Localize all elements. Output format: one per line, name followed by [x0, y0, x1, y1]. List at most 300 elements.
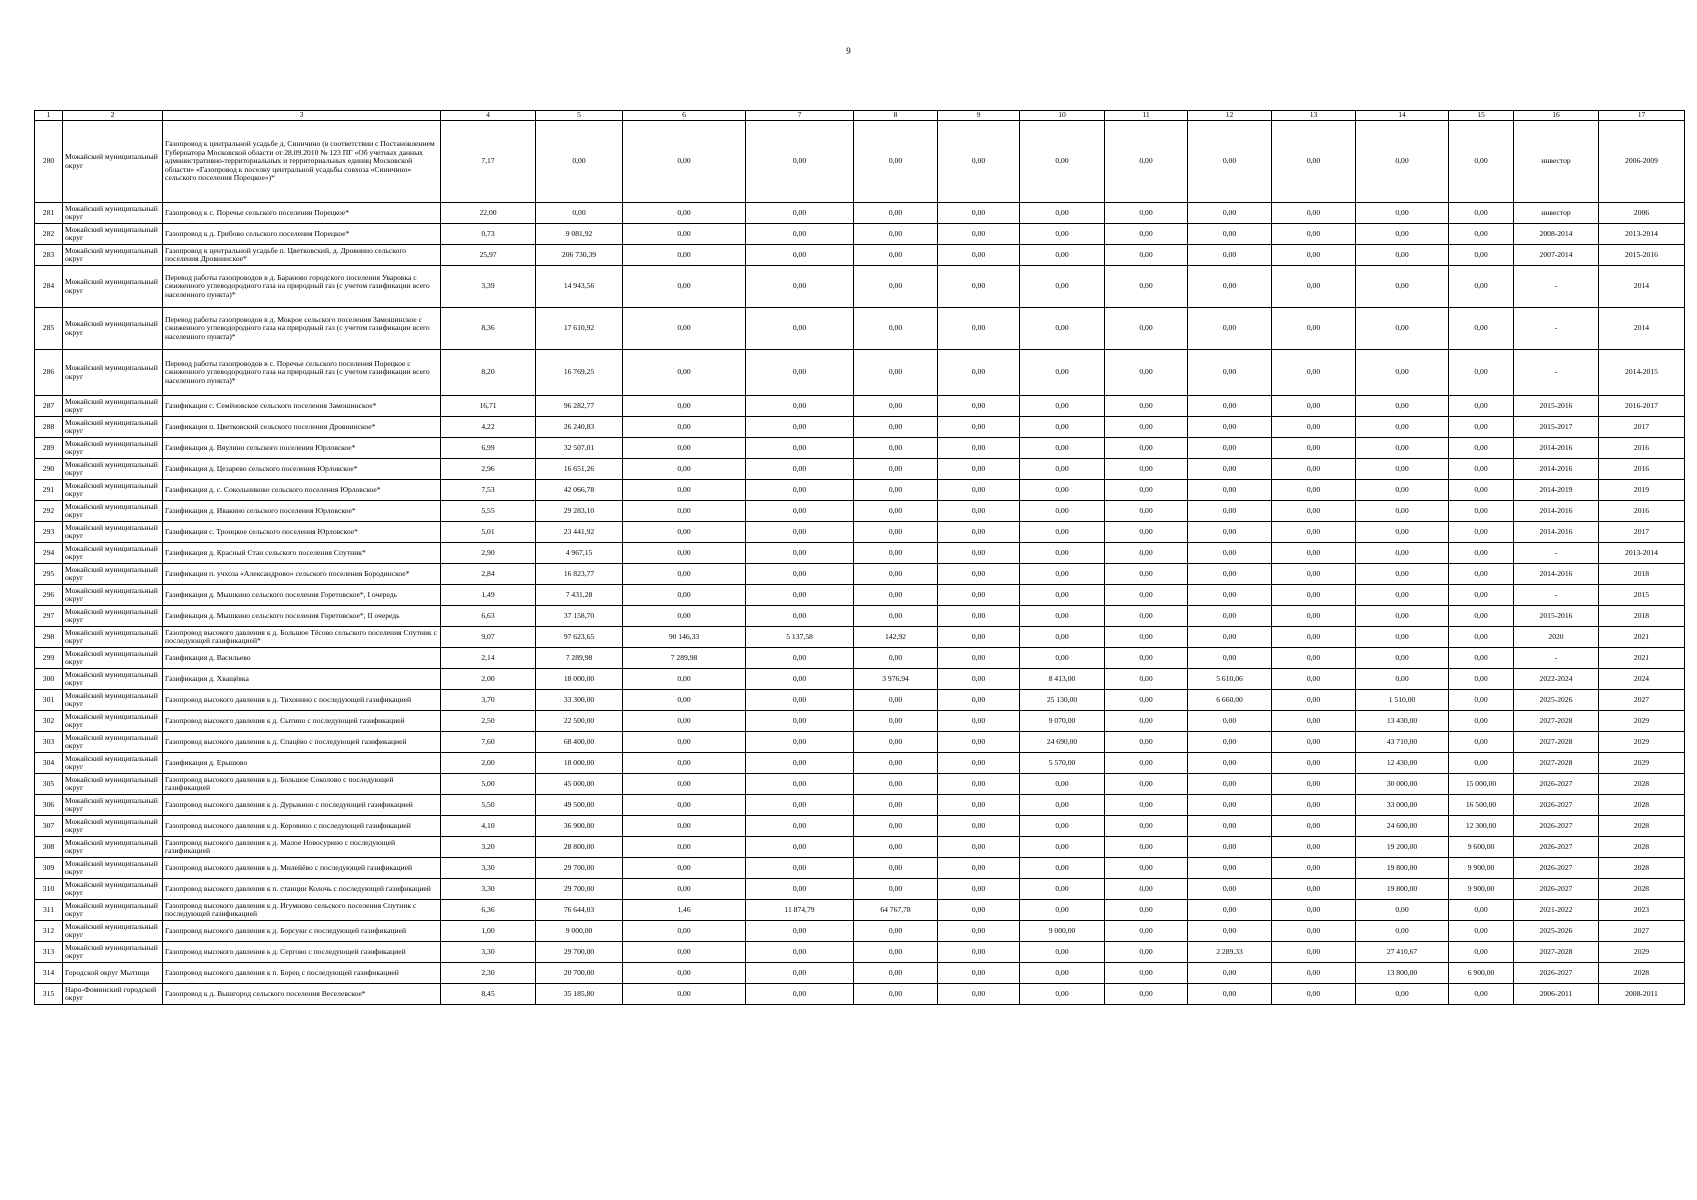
value-cell-col-15: 0,00 [1449, 606, 1514, 627]
value-cell-col-5: 16 823,77 [536, 564, 623, 585]
value-cell-col-16: 2027-2028 [1514, 753, 1599, 774]
value-cell-col-10: 0,00 [1020, 350, 1105, 396]
value-cell-col-12: 2 289,33 [1188, 942, 1272, 963]
object-name-cell: Газификация д. с. Сокольниково сельского поселения Юрловское* [163, 480, 441, 501]
value-cell-col-6: 0,00 [623, 522, 746, 543]
value-cell-col-5: 45 000,00 [536, 774, 623, 795]
value-cell-col-15: 9 600,00 [1449, 837, 1514, 858]
value-cell-col-6: 0,00 [623, 921, 746, 942]
value-cell-col-5: 7 431,28 [536, 585, 623, 606]
value-cell-col-12: 0,00 [1188, 121, 1272, 203]
value-cell-col-4: 5,00 [441, 774, 536, 795]
value-cell-col-8: 0,00 [854, 224, 938, 245]
object-name-cell: Газопровод высокого давления к д. Коровино с последующей газификацией [163, 816, 441, 837]
value-cell-col-15: 0,00 [1449, 732, 1514, 753]
value-cell-col-4: 2,84 [441, 564, 536, 585]
row-number-cell: 310 [35, 879, 63, 900]
row-number-cell: 300 [35, 669, 63, 690]
object-name-cell: Газопровод высокого давления к д. Сытино с последующей газификацией [163, 711, 441, 732]
column-number-1: 1 [35, 111, 63, 121]
column-number-2: 2 [63, 111, 163, 121]
row-number-cell: 284 [35, 266, 63, 308]
value-cell-col-10: 25 130,00 [1020, 690, 1105, 711]
object-name-cell: Газопровод высокого давления к п. Борец с последующей газификацией [163, 963, 441, 984]
value-cell-col-15: 0,00 [1449, 438, 1514, 459]
value-cell-col-16: 2026-2027 [1514, 774, 1599, 795]
value-cell-col-4: 5,55 [441, 501, 536, 522]
value-cell-col-9: 0,00 [938, 585, 1020, 606]
value-cell-col-11: 0,00 [1105, 350, 1188, 396]
row-number-cell: 285 [35, 308, 63, 350]
value-cell-col-13: 0,00 [1272, 245, 1356, 266]
value-cell-col-14: 33 000,00 [1356, 795, 1449, 816]
table-row [35, 459, 1685, 480]
column-number-16: 16 [1514, 111, 1599, 121]
value-cell-col-9: 0,00 [938, 396, 1020, 417]
value-cell-col-11: 0,00 [1105, 816, 1188, 837]
row-number-cell: 311 [35, 900, 63, 921]
value-cell-col-17: 2028 [1599, 858, 1685, 879]
row-number-cell: 305 [35, 774, 63, 795]
value-cell-col-10: 0,00 [1020, 438, 1105, 459]
value-cell-col-5: 97 623,65 [536, 627, 623, 648]
value-cell-col-13: 0,00 [1272, 669, 1356, 690]
municipality-cell: Можайский муниципальный округ [63, 396, 163, 417]
value-cell-col-8: 142,92 [854, 627, 938, 648]
value-cell-col-13: 0,00 [1272, 417, 1356, 438]
value-cell-col-4: 2,00 [441, 669, 536, 690]
value-cell-col-6: 0,00 [623, 879, 746, 900]
value-cell-col-6: 1,46 [623, 900, 746, 921]
value-cell-col-14: 43 710,00 [1356, 732, 1449, 753]
table-row [35, 564, 1685, 585]
value-cell-col-14: 0,00 [1356, 396, 1449, 417]
value-cell-col-6: 0,00 [623, 438, 746, 459]
table-row [35, 669, 1685, 690]
value-cell-col-14: 0,00 [1356, 308, 1449, 350]
table-row [35, 585, 1685, 606]
value-cell-col-11: 0,00 [1105, 921, 1188, 942]
value-cell-col-7: 0,00 [746, 564, 854, 585]
row-number-cell: 306 [35, 795, 63, 816]
value-cell-col-6: 0,00 [623, 585, 746, 606]
value-cell-col-9: 0,00 [938, 774, 1020, 795]
value-cell-col-16: 2014-2016 [1514, 522, 1599, 543]
value-cell-col-10: 0,00 [1020, 963, 1105, 984]
value-cell-col-8: 0,00 [854, 459, 938, 480]
object-name-cell: Газопровод высокого давления к д. Тихонино с последующей газификацией [163, 690, 441, 711]
value-cell-col-4: 22,00 [441, 203, 536, 224]
value-cell-col-16: 2014-2016 [1514, 564, 1599, 585]
value-cell-col-13: 0,00 [1272, 648, 1356, 669]
value-cell-col-7: 0,00 [746, 732, 854, 753]
value-cell-col-4: 3,70 [441, 690, 536, 711]
value-cell-col-13: 0,00 [1272, 942, 1356, 963]
value-cell-col-15: 9 900,00 [1449, 879, 1514, 900]
value-cell-col-6: 0,00 [623, 459, 746, 480]
value-cell-col-16: 2015-2016 [1514, 606, 1599, 627]
value-cell-col-6: 0,00 [623, 121, 746, 203]
object-name-cell: Газопровод высокого давления к д. Милейёво с последующей газификацией [163, 858, 441, 879]
value-cell-col-7: 0,00 [746, 308, 854, 350]
value-cell-col-6: 0,00 [623, 963, 746, 984]
row-number-cell: 280 [35, 121, 63, 203]
value-cell-col-11: 0,00 [1105, 459, 1188, 480]
value-cell-col-14: 0,00 [1356, 585, 1449, 606]
municipality-cell: Наро-Фоминский городской округ [63, 984, 163, 1005]
value-cell-col-4: 4,10 [441, 816, 536, 837]
value-cell-col-8: 0,00 [854, 879, 938, 900]
value-cell-col-15: 0,00 [1449, 543, 1514, 564]
municipality-cell: Можайский муниципальный округ [63, 669, 163, 690]
value-cell-col-10: 0,00 [1020, 203, 1105, 224]
municipality-cell: Можайский муниципальный округ [63, 774, 163, 795]
value-cell-col-8: 0,00 [854, 921, 938, 942]
table-row [35, 942, 1685, 963]
value-cell-col-17: 2027 [1599, 921, 1685, 942]
column-number-5: 5 [536, 111, 623, 121]
value-cell-col-4: 5,50 [441, 795, 536, 816]
value-cell-col-17: 2028 [1599, 774, 1685, 795]
value-cell-col-15: 0,00 [1449, 585, 1514, 606]
value-cell-col-6: 0,00 [623, 858, 746, 879]
value-cell-col-13: 0,00 [1272, 543, 1356, 564]
column-number-3: 3 [163, 111, 441, 121]
value-cell-col-11: 0,00 [1105, 480, 1188, 501]
value-cell-col-8: 3 976,94 [854, 669, 938, 690]
value-cell-col-12: 6 660,00 [1188, 690, 1272, 711]
value-cell-col-16: 2026-2027 [1514, 795, 1599, 816]
table-row [35, 816, 1685, 837]
value-cell-col-9: 0,00 [938, 816, 1020, 837]
value-cell-col-14: 13 800,00 [1356, 963, 1449, 984]
value-cell-col-9: 0,00 [938, 837, 1020, 858]
row-number-cell: 313 [35, 942, 63, 963]
value-cell-col-7: 0,00 [746, 753, 854, 774]
value-cell-col-17: 2016 [1599, 459, 1685, 480]
value-cell-col-14: 0,00 [1356, 438, 1449, 459]
value-cell-col-14: 1 510,00 [1356, 690, 1449, 711]
row-number-cell: 302 [35, 711, 63, 732]
value-cell-col-17: 2013-2014 [1599, 224, 1685, 245]
object-name-cell: Газопровод к центральной усадьбе п. Цветковский, д. Дровнино сельского поселения Дровнинское* [163, 245, 441, 266]
value-cell-col-15: 0,00 [1449, 308, 1514, 350]
value-cell-col-9: 0,00 [938, 266, 1020, 308]
value-cell-col-16: 2014-2016 [1514, 501, 1599, 522]
value-cell-col-11: 0,00 [1105, 711, 1188, 732]
value-cell-col-11: 0,00 [1105, 121, 1188, 203]
value-cell-col-13: 0,00 [1272, 627, 1356, 648]
value-cell-col-17: 2028 [1599, 837, 1685, 858]
value-cell-col-4: 2,90 [441, 543, 536, 564]
value-cell-col-13: 0,00 [1272, 606, 1356, 627]
column-number-4: 4 [441, 111, 536, 121]
value-cell-col-12: 0,00 [1188, 522, 1272, 543]
object-name-cell: Газификация п. учхоза «Александрово» сельского поселения Бородинское* [163, 564, 441, 585]
value-cell-col-8: 0,00 [854, 245, 938, 266]
value-cell-col-14: 0,00 [1356, 459, 1449, 480]
value-cell-col-13: 0,00 [1272, 732, 1356, 753]
value-cell-col-5: 37 158,70 [536, 606, 623, 627]
column-number-6: 6 [623, 111, 746, 121]
object-name-cell: Газификация п. Цветковский сельского поселения Дровнинское* [163, 417, 441, 438]
value-cell-col-4: 6,36 [441, 900, 536, 921]
value-cell-col-5: 22 500,00 [536, 711, 623, 732]
value-cell-col-10: 0,00 [1020, 245, 1105, 266]
row-number-cell: 298 [35, 627, 63, 648]
value-cell-col-4: 1,00 [441, 921, 536, 942]
value-cell-col-7: 0,00 [746, 438, 854, 459]
value-cell-col-10: 0,00 [1020, 224, 1105, 245]
row-number-cell: 294 [35, 543, 63, 564]
value-cell-col-5: 23 441,92 [536, 522, 623, 543]
value-cell-col-12: 0,00 [1188, 224, 1272, 245]
row-number-cell: 307 [35, 816, 63, 837]
value-cell-col-8: 0,00 [854, 564, 938, 585]
row-number-cell: 308 [35, 837, 63, 858]
value-cell-col-9: 0,00 [938, 543, 1020, 564]
value-cell-col-17: 2021 [1599, 648, 1685, 669]
value-cell-col-15: 12 300,00 [1449, 816, 1514, 837]
value-cell-col-6: 90 146,33 [623, 627, 746, 648]
value-cell-col-15: 0,00 [1449, 942, 1514, 963]
value-cell-col-12: 0,00 [1188, 900, 1272, 921]
value-cell-col-15: 0,00 [1449, 648, 1514, 669]
object-name-cell: Газопровод высокого давления к д. Борсуки с последующей газификацией [163, 921, 441, 942]
value-cell-col-7: 0,00 [746, 396, 854, 417]
value-cell-col-8: 0,00 [854, 266, 938, 308]
value-cell-col-10: 0,00 [1020, 417, 1105, 438]
value-cell-col-10: 0,00 [1020, 459, 1105, 480]
row-number-cell: 290 [35, 459, 63, 480]
value-cell-col-11: 0,00 [1105, 942, 1188, 963]
municipality-cell: Можайский муниципальный округ [63, 203, 163, 224]
value-cell-col-10: 0,00 [1020, 648, 1105, 669]
object-name-cell: Газопровод к д. Вышгород сельского поселения Веселевское* [163, 984, 441, 1005]
value-cell-col-5: 16 651,26 [536, 459, 623, 480]
value-cell-col-14: 0,00 [1356, 417, 1449, 438]
object-name-cell: Газопровод высокого давления к д. Большое Тёсово сельского поселения Спутник с последующей газификацией* [163, 627, 441, 648]
table-row [35, 858, 1685, 879]
column-number-14: 14 [1356, 111, 1449, 121]
value-cell-col-8: 0,00 [854, 396, 938, 417]
value-cell-col-10: 0,00 [1020, 121, 1105, 203]
value-cell-col-4: 7,60 [441, 732, 536, 753]
value-cell-col-15: 0,00 [1449, 417, 1514, 438]
value-cell-col-6: 0,00 [623, 480, 746, 501]
value-cell-col-15: 0,00 [1449, 900, 1514, 921]
value-cell-col-5: 9 081,92 [536, 224, 623, 245]
value-cell-col-15: 0,00 [1449, 480, 1514, 501]
value-cell-col-13: 0,00 [1272, 585, 1356, 606]
value-cell-col-12: 0,00 [1188, 627, 1272, 648]
value-cell-col-14: 0,00 [1356, 224, 1449, 245]
value-cell-col-12: 0,00 [1188, 606, 1272, 627]
value-cell-col-14: 12 430,00 [1356, 753, 1449, 774]
row-number-cell: 303 [35, 732, 63, 753]
value-cell-col-7: 0,00 [746, 522, 854, 543]
value-cell-col-10: 0,00 [1020, 308, 1105, 350]
table-row [35, 606, 1685, 627]
value-cell-col-7: 0,00 [746, 121, 854, 203]
value-cell-col-12: 0,00 [1188, 396, 1272, 417]
value-cell-col-4: 2,00 [441, 753, 536, 774]
value-cell-col-17: 2016 [1599, 438, 1685, 459]
municipality-cell: Можайский муниципальный округ [63, 121, 163, 203]
value-cell-col-12: 0,00 [1188, 732, 1272, 753]
municipality-cell: Можайский муниципальный округ [63, 480, 163, 501]
column-number-row [35, 111, 1685, 121]
value-cell-col-8: 0,00 [854, 984, 938, 1005]
value-cell-col-16: 2027-2028 [1514, 942, 1599, 963]
value-cell-col-10: 0,00 [1020, 774, 1105, 795]
table-row [35, 879, 1685, 900]
value-cell-col-8: 0,00 [854, 942, 938, 963]
value-cell-col-16: 2008-2014 [1514, 224, 1599, 245]
municipality-cell: Можайский муниципальный округ [63, 224, 163, 245]
object-name-cell: Газопровод высокого давления к д. Спацёво с последующей газификацией [163, 732, 441, 753]
value-cell-col-7: 0,00 [746, 984, 854, 1005]
value-cell-col-10: 9 000,00 [1020, 921, 1105, 942]
municipality-cell: Можайский муниципальный округ [63, 564, 163, 585]
value-cell-col-16: 2006-2011 [1514, 984, 1599, 1005]
value-cell-col-6: 0,00 [623, 942, 746, 963]
value-cell-col-6: 0,00 [623, 203, 746, 224]
value-cell-col-8: 0,00 [854, 522, 938, 543]
row-number-cell: 289 [35, 438, 63, 459]
value-cell-col-12: 0,00 [1188, 921, 1272, 942]
value-cell-col-8: 0,00 [854, 438, 938, 459]
row-number-cell: 291 [35, 480, 63, 501]
value-cell-col-7: 0,00 [746, 350, 854, 396]
column-number-11: 11 [1105, 111, 1188, 121]
value-cell-col-5: 68 400,00 [536, 732, 623, 753]
value-cell-col-5: 49 500,00 [536, 795, 623, 816]
column-number-7: 7 [746, 111, 854, 121]
value-cell-col-14: 0,00 [1356, 564, 1449, 585]
value-cell-col-8: 64 767,78 [854, 900, 938, 921]
value-cell-col-4: 2,96 [441, 459, 536, 480]
value-cell-col-7: 0,00 [746, 417, 854, 438]
value-cell-col-9: 0,00 [938, 795, 1020, 816]
value-cell-col-17: 2029 [1599, 711, 1685, 732]
column-number-9: 9 [938, 111, 1020, 121]
value-cell-col-17: 2028 [1599, 879, 1685, 900]
value-cell-col-5: 18 000,00 [536, 669, 623, 690]
value-cell-col-11: 0,00 [1105, 627, 1188, 648]
row-number-cell: 315 [35, 984, 63, 1005]
value-cell-col-8: 0,00 [854, 585, 938, 606]
value-cell-col-14: 19 200,00 [1356, 837, 1449, 858]
value-cell-col-7: 0,00 [746, 795, 854, 816]
municipality-cell: Можайский муниципальный округ [63, 266, 163, 308]
value-cell-col-8: 0,00 [854, 203, 938, 224]
municipality-cell: Можайский муниципальный округ [63, 245, 163, 266]
value-cell-col-4: 8,45 [441, 984, 536, 1005]
value-cell-col-10: 0,00 [1020, 879, 1105, 900]
value-cell-col-13: 0,00 [1272, 224, 1356, 245]
value-cell-col-6: 0,00 [623, 501, 746, 522]
value-cell-col-11: 0,00 [1105, 669, 1188, 690]
value-cell-col-7: 0,00 [746, 606, 854, 627]
value-cell-col-15: 0,00 [1449, 501, 1514, 522]
value-cell-col-7: 0,00 [746, 245, 854, 266]
value-cell-col-10: 24 690,00 [1020, 732, 1105, 753]
row-number-cell: 314 [35, 963, 63, 984]
value-cell-col-9: 0,00 [938, 627, 1020, 648]
value-cell-col-15: 0,00 [1449, 627, 1514, 648]
value-cell-col-17: 2016-2017 [1599, 396, 1685, 417]
value-cell-col-5: 29 700,00 [536, 942, 623, 963]
value-cell-col-11: 0,00 [1105, 690, 1188, 711]
value-cell-col-10: 0,00 [1020, 266, 1105, 308]
value-cell-col-14: 0,00 [1356, 501, 1449, 522]
value-cell-col-8: 0,00 [854, 308, 938, 350]
value-cell-col-8: 0,00 [854, 732, 938, 753]
value-cell-col-9: 0,00 [938, 501, 1020, 522]
value-cell-col-16: - [1514, 350, 1599, 396]
value-cell-col-13: 0,00 [1272, 984, 1356, 1005]
table-row [35, 963, 1685, 984]
value-cell-col-4: 3,39 [441, 266, 536, 308]
value-cell-col-6: 7 289,98 [623, 648, 746, 669]
value-cell-col-10: 0,00 [1020, 900, 1105, 921]
value-cell-col-9: 0,00 [938, 732, 1020, 753]
value-cell-col-15: 0,00 [1449, 690, 1514, 711]
object-name-cell: Газопровод к центральной усадьбе д. Синичино (в соответствии с Постановлением Губернатора Московской области от 28.09.2010 № 123 ПГ «Об учетных данных административно-территориальных и территориальных единиц Московской области» «Газопровод к поселку центральной усадьбы совхоза «Синичино» сельского поселения Порецкое»)* [163, 121, 441, 203]
value-cell-col-13: 0,00 [1272, 795, 1356, 816]
value-cell-col-8: 0,00 [854, 121, 938, 203]
value-cell-col-8: 0,00 [854, 648, 938, 669]
table-row [35, 795, 1685, 816]
row-number-cell: 292 [35, 501, 63, 522]
value-cell-col-12: 0,00 [1188, 480, 1272, 501]
table-row [35, 774, 1685, 795]
value-cell-col-11: 0,00 [1105, 963, 1188, 984]
value-cell-col-12: 0,00 [1188, 963, 1272, 984]
value-cell-col-11: 0,00 [1105, 606, 1188, 627]
value-cell-col-16: - [1514, 266, 1599, 308]
value-cell-col-13: 0,00 [1272, 753, 1356, 774]
value-cell-col-12: 0,00 [1188, 585, 1272, 606]
value-cell-col-11: 0,00 [1105, 837, 1188, 858]
value-cell-col-16: 2027-2028 [1514, 711, 1599, 732]
object-name-cell: Газификация д. Ерышово [163, 753, 441, 774]
value-cell-col-8: 0,00 [854, 350, 938, 396]
value-cell-col-12: 0,00 [1188, 501, 1272, 522]
value-cell-col-11: 0,00 [1105, 266, 1188, 308]
value-cell-col-4: 16,71 [441, 396, 536, 417]
value-cell-col-12: 0,00 [1188, 711, 1272, 732]
value-cell-col-17: 2015 [1599, 585, 1685, 606]
value-cell-col-8: 0,00 [854, 543, 938, 564]
value-cell-col-11: 0,00 [1105, 795, 1188, 816]
value-cell-col-10: 0,00 [1020, 564, 1105, 585]
value-cell-col-4: 3,30 [441, 879, 536, 900]
value-cell-col-4: 6,99 [441, 438, 536, 459]
table-row [35, 266, 1685, 308]
value-cell-col-10: 0,00 [1020, 816, 1105, 837]
value-cell-col-8: 0,00 [854, 858, 938, 879]
value-cell-col-4: 7,53 [441, 480, 536, 501]
value-cell-col-17: 2006-2009 [1599, 121, 1685, 203]
value-cell-col-4: 9,07 [441, 627, 536, 648]
municipality-cell: Можайский муниципальный округ [63, 606, 163, 627]
table-row [35, 753, 1685, 774]
object-name-cell: Газификация д. Васильево [163, 648, 441, 669]
value-cell-col-15: 0,00 [1449, 266, 1514, 308]
value-cell-col-12: 0,00 [1188, 543, 1272, 564]
